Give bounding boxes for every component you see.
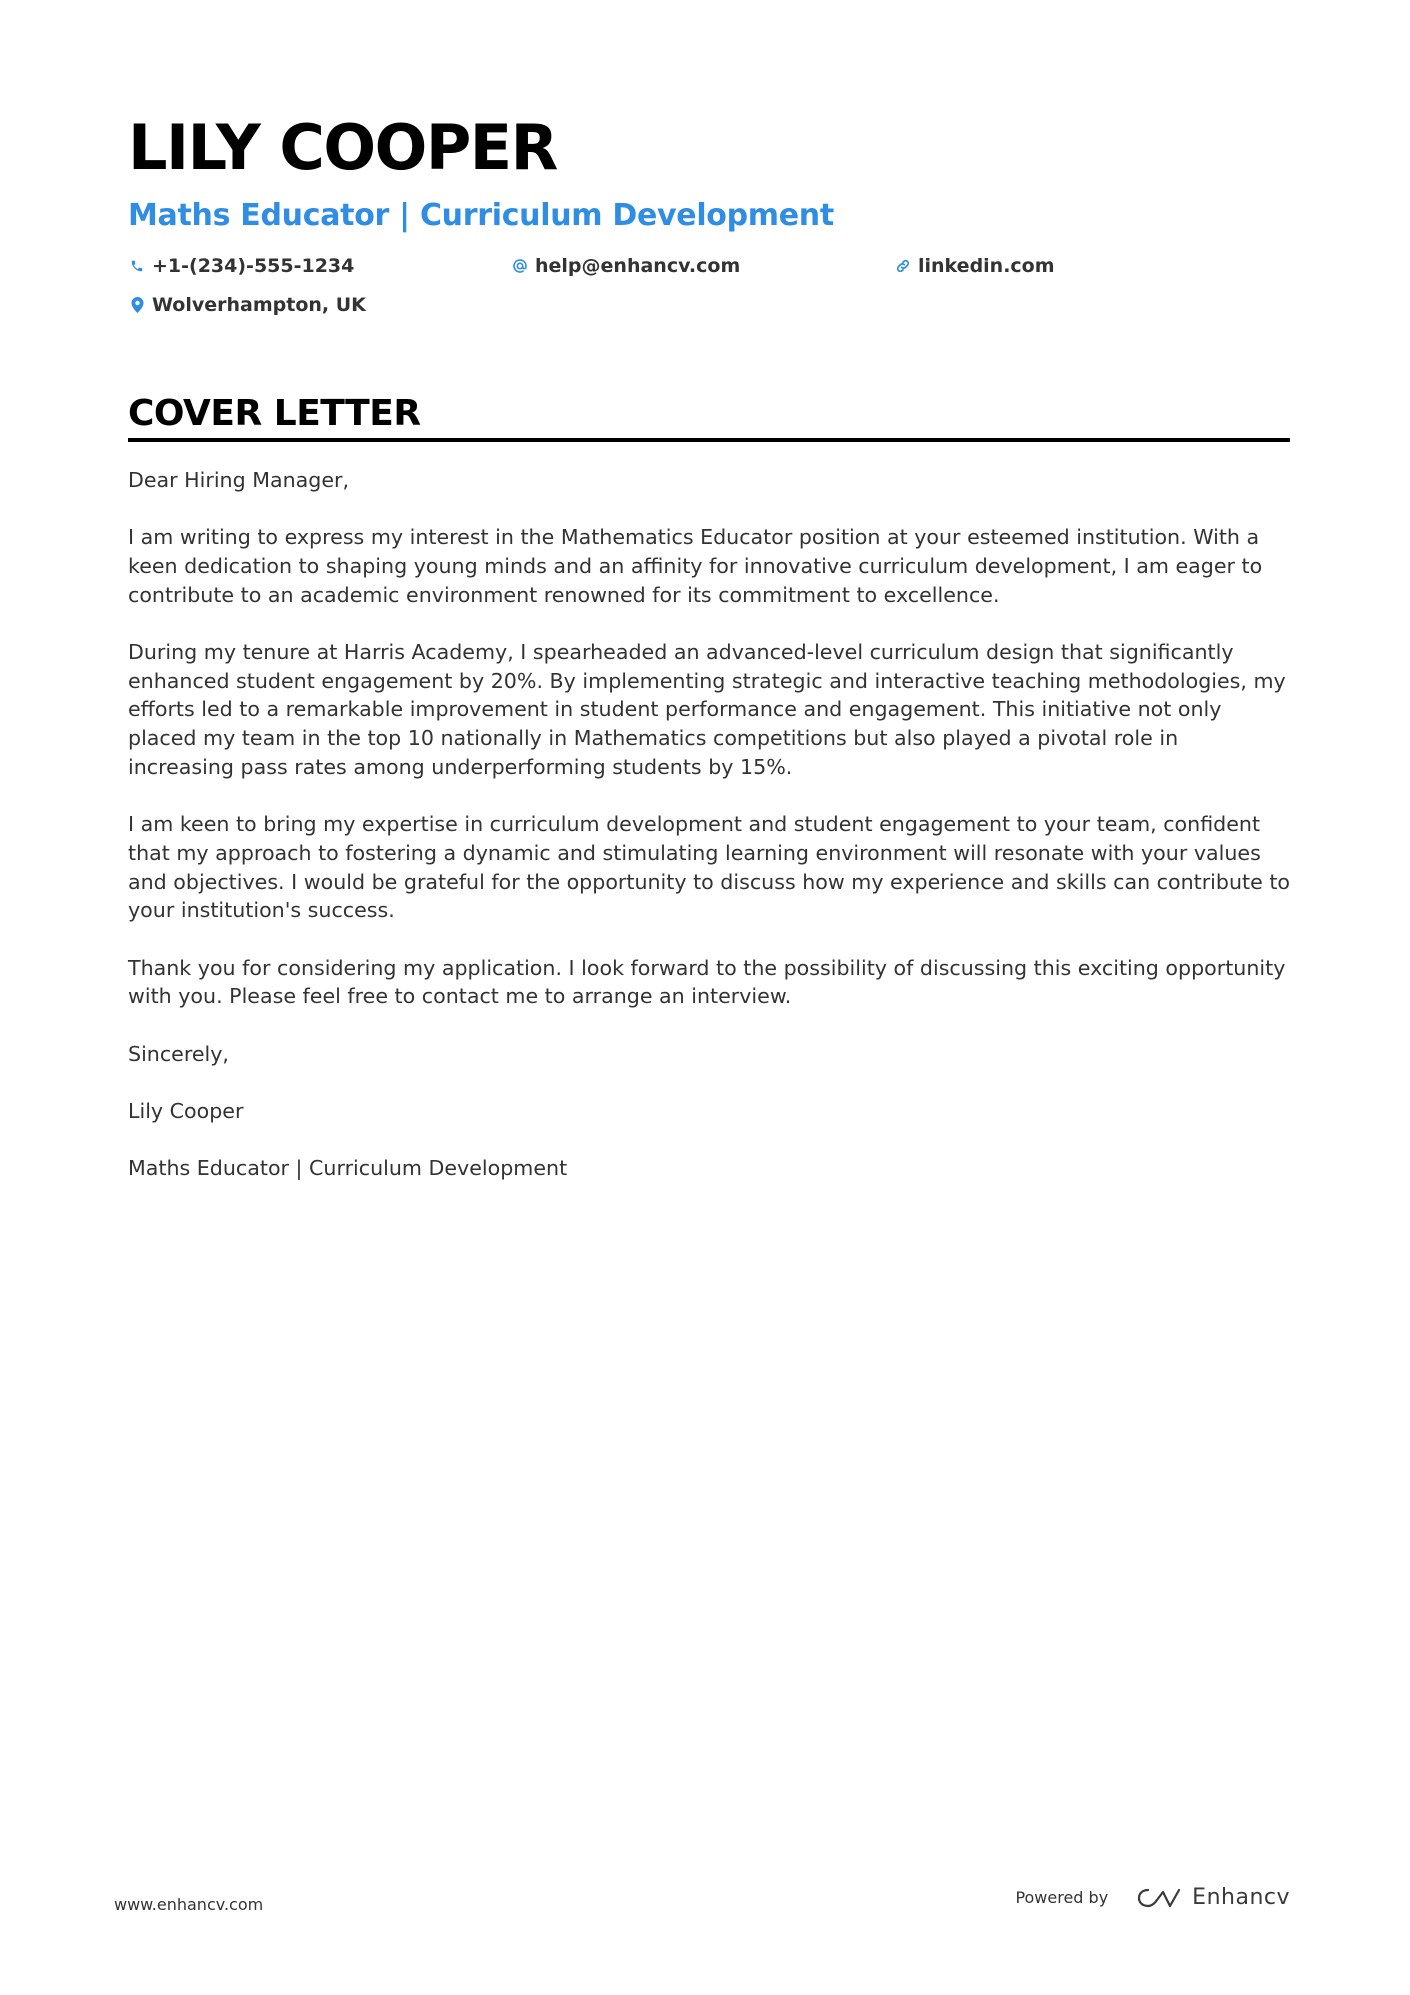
enhancv-logo-icon: [1136, 1886, 1182, 1910]
contact-email[interactable]: [511, 252, 740, 280]
signature-name: Lily Cooper: [128, 1098, 244, 1123]
footer-website[interactable]: www.enhancv.com: [114, 1895, 264, 1914]
brand-logo[interactable]: [1136, 1885, 1290, 1910]
letter-greeting: Dear Hiring Manager,: [128, 468, 350, 492]
email-text: help@enhancv.com: [535, 255, 741, 277]
powered-by-label: Powered by: [1015, 1888, 1109, 1907]
letter-paragraph: During my tenure at Harris Academy, I spearheaded an advanced-level curriculum design that significantly enhanced student engagement by 20%. By implementing strategic and interactive teaching methodologies, my efforts led to a remarkable improvement in student performance and engagement. This initiative not only placed my team in the top 10 nationally in Mathematics competitions but also played a pivotal role in increasing pass rates among underperforming students by 15%.: [128, 640, 1286, 779]
linkedin-text: linkedin.com: [918, 255, 1055, 277]
contact-location: [128, 291, 366, 319]
contact-linkedin[interactable]: [894, 252, 1055, 280]
section-title: COVER LETTER: [128, 393, 421, 434]
map-pin-icon: [128, 296, 146, 314]
contact-phone[interactable]: [128, 252, 354, 280]
footer-branding: [1015, 1885, 1290, 1910]
letter-paragraph: Thank you for considering my application. I look forward to the possibility of discussing this exciting opportunity with you. Please feel free to contact me to arrange an interview.: [128, 955, 1286, 1009]
phone-text: +1-(234)-555-1234: [152, 255, 355, 277]
at-icon: [511, 257, 529, 275]
link-icon: [894, 257, 912, 275]
location-text: Wolverhampton, UK: [152, 294, 366, 316]
applicant-title: Maths Educator | Curriculum Development: [128, 198, 834, 233]
brand-name: Enhancv: [1192, 1885, 1290, 1910]
letter-body: [128, 466, 1290, 1211]
letter-paragraph: I am writing to express my interest in the Mathematics Educator position at your esteemed institution. With a keen dedication to shaping young minds and an affinity for innovative curriculum development, I am eager to contribute to an academic environment renowned for its commitment to excellence.: [128, 525, 1263, 607]
signature-title: Maths Educator | Curriculum Development: [128, 1156, 568, 1181]
letter-paragraph: I am keen to bring my expertise in curriculum development and student engagement to your team, confident that my approach to fostering a dynamic and stimulating learning environment will resonate with your values and objectives. I would be grateful for the opportunity to discuss how my experience and skills can contribute to your institution's success.: [128, 812, 1290, 923]
contact-info: [128, 248, 1288, 328]
section-divider: [128, 438, 1290, 442]
letter-closing: Sincerely,: [128, 1041, 229, 1066]
phone-icon: [128, 257, 146, 275]
applicant-name: LILY COOPER: [128, 111, 557, 184]
header: [128, 110, 1288, 328]
